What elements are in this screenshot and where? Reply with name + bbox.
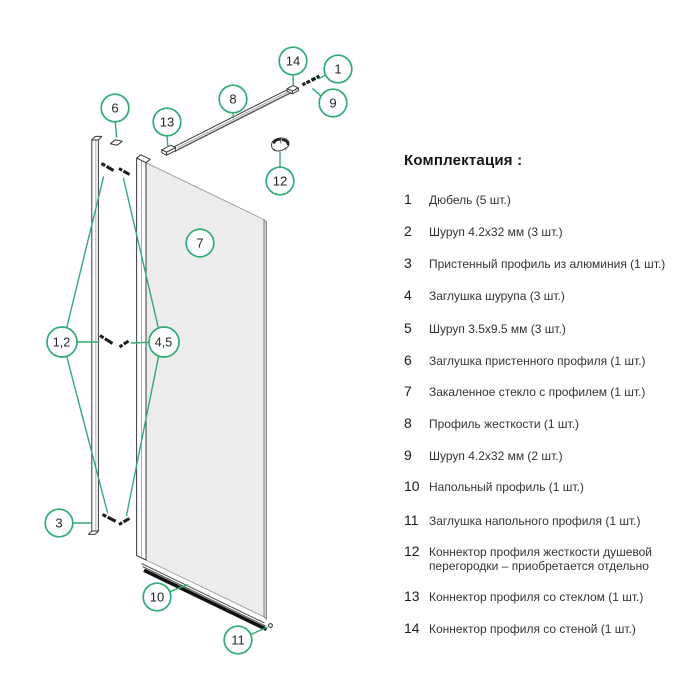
kit-item-6 xyxy=(404,353,670,368)
kit-item-number: 14 xyxy=(404,620,420,636)
wall-connector-part xyxy=(287,85,298,93)
kit-item-13 xyxy=(404,589,670,604)
glass-connector-part xyxy=(162,145,176,155)
kit-item-4 xyxy=(404,288,670,303)
kit-item-7 xyxy=(404,384,670,399)
kit-item-number: 5 xyxy=(404,320,412,336)
svg-text:13: 13 xyxy=(159,114,175,130)
kit-item-number: 6 xyxy=(404,352,412,368)
kit-item-12 xyxy=(404,544,670,573)
kit-item-number: 4 xyxy=(404,287,412,303)
kit-item-text: Шуруп 3.5x9.5 мм (3 шт.) xyxy=(429,322,566,336)
callout-9 xyxy=(319,89,347,117)
wall-profile-part xyxy=(88,136,101,534)
svg-text:12: 12 xyxy=(272,173,288,189)
kit-item-number: 13 xyxy=(404,588,420,604)
callout-11 xyxy=(224,626,252,654)
kit-item-number: 1 xyxy=(404,191,412,207)
svg-text:6: 6 xyxy=(111,100,119,116)
glass-panel-part xyxy=(137,155,267,619)
kit-item-14 xyxy=(404,621,670,636)
kit-item-text: Закаленное стекло с профилем (1 шт.) xyxy=(429,385,646,399)
kit-item-number: 7 xyxy=(404,383,412,399)
callout-6 xyxy=(101,94,129,122)
kit-item-text: Заглушка шурупа (3 шт.) xyxy=(429,289,565,303)
callout-1-2 xyxy=(47,327,77,357)
svg-text:14: 14 xyxy=(285,53,301,69)
svg-text:3: 3 xyxy=(55,515,63,531)
kit-item-text: Дюбель (5 шт.) xyxy=(429,193,511,207)
kit-item-8 xyxy=(404,416,670,431)
kit-item-text: Профиль жесткости (1 шт.) xyxy=(429,417,580,431)
svg-text:9: 9 xyxy=(329,95,337,111)
kit-item-text: Заглушка пристенного профиля (1 шт.) xyxy=(429,354,646,368)
callout-1 xyxy=(324,55,352,83)
kit-item-number: 10 xyxy=(404,478,420,494)
callout-4-5 xyxy=(149,327,179,357)
kit-item-text: Шуруп 4.2x32 мм (3 шт.) xyxy=(429,225,563,239)
kit-item-11 xyxy=(404,513,670,528)
svg-text:1: 1 xyxy=(334,61,342,77)
svg-text:4,5: 4,5 xyxy=(154,335,173,350)
mounting-screws xyxy=(100,164,130,525)
wall-screw-part xyxy=(303,76,320,85)
profile-cap-part xyxy=(110,140,122,145)
kit-item-number: 12 xyxy=(404,543,420,559)
svg-text:11: 11 xyxy=(231,632,245,648)
kit-item-number: 3 xyxy=(404,255,412,271)
kit-item-text: Коннектор профиля со стеклом (1 шт.) xyxy=(429,590,644,604)
callout-12 xyxy=(266,167,294,195)
kit-item-text: Шуруп 4.2x32 мм (2 шт.) xyxy=(429,449,563,463)
callout-14 xyxy=(279,47,307,75)
kit-item-number: 2 xyxy=(404,223,412,239)
kit-item-5 xyxy=(404,321,670,336)
callout-8 xyxy=(219,85,247,113)
callout-13 xyxy=(153,108,181,136)
separate-connector-part xyxy=(272,138,290,151)
kit-item-3 xyxy=(404,256,670,271)
kit-item-1 xyxy=(404,192,670,207)
kit-item-text: Заглушка напольного профиля (1 шт.) xyxy=(429,514,641,528)
kit-item-text: Коннектор профиля со стеной (1 шт.) xyxy=(429,622,636,636)
kit-item-9 xyxy=(404,448,670,463)
svg-text:7: 7 xyxy=(196,235,204,251)
kit-item-number: 9 xyxy=(404,447,412,463)
floor-cap-part xyxy=(269,624,273,628)
kit-list-title: Комплектация : xyxy=(404,152,523,169)
callout-10 xyxy=(143,583,171,611)
kit-item-10 xyxy=(404,479,670,494)
callout-3 xyxy=(45,509,73,537)
kit-item-2 xyxy=(404,224,670,239)
kit-item-number: 8 xyxy=(404,415,412,431)
svg-text:10: 10 xyxy=(149,589,165,605)
kit-item-text: Пристенный профиль из алюминия (1 шт.) xyxy=(429,257,666,271)
kit-item-text: Напольный профиль (1 шт.) xyxy=(429,480,584,494)
svg-text:1,2: 1,2 xyxy=(52,335,71,350)
svg-text:8: 8 xyxy=(229,91,237,107)
callout-7 xyxy=(186,229,214,257)
kit-item-number: 11 xyxy=(404,512,419,528)
kit-item-text: Коннектор профиля жесткости душевой перегородки – приобретается отдельно xyxy=(429,545,652,573)
